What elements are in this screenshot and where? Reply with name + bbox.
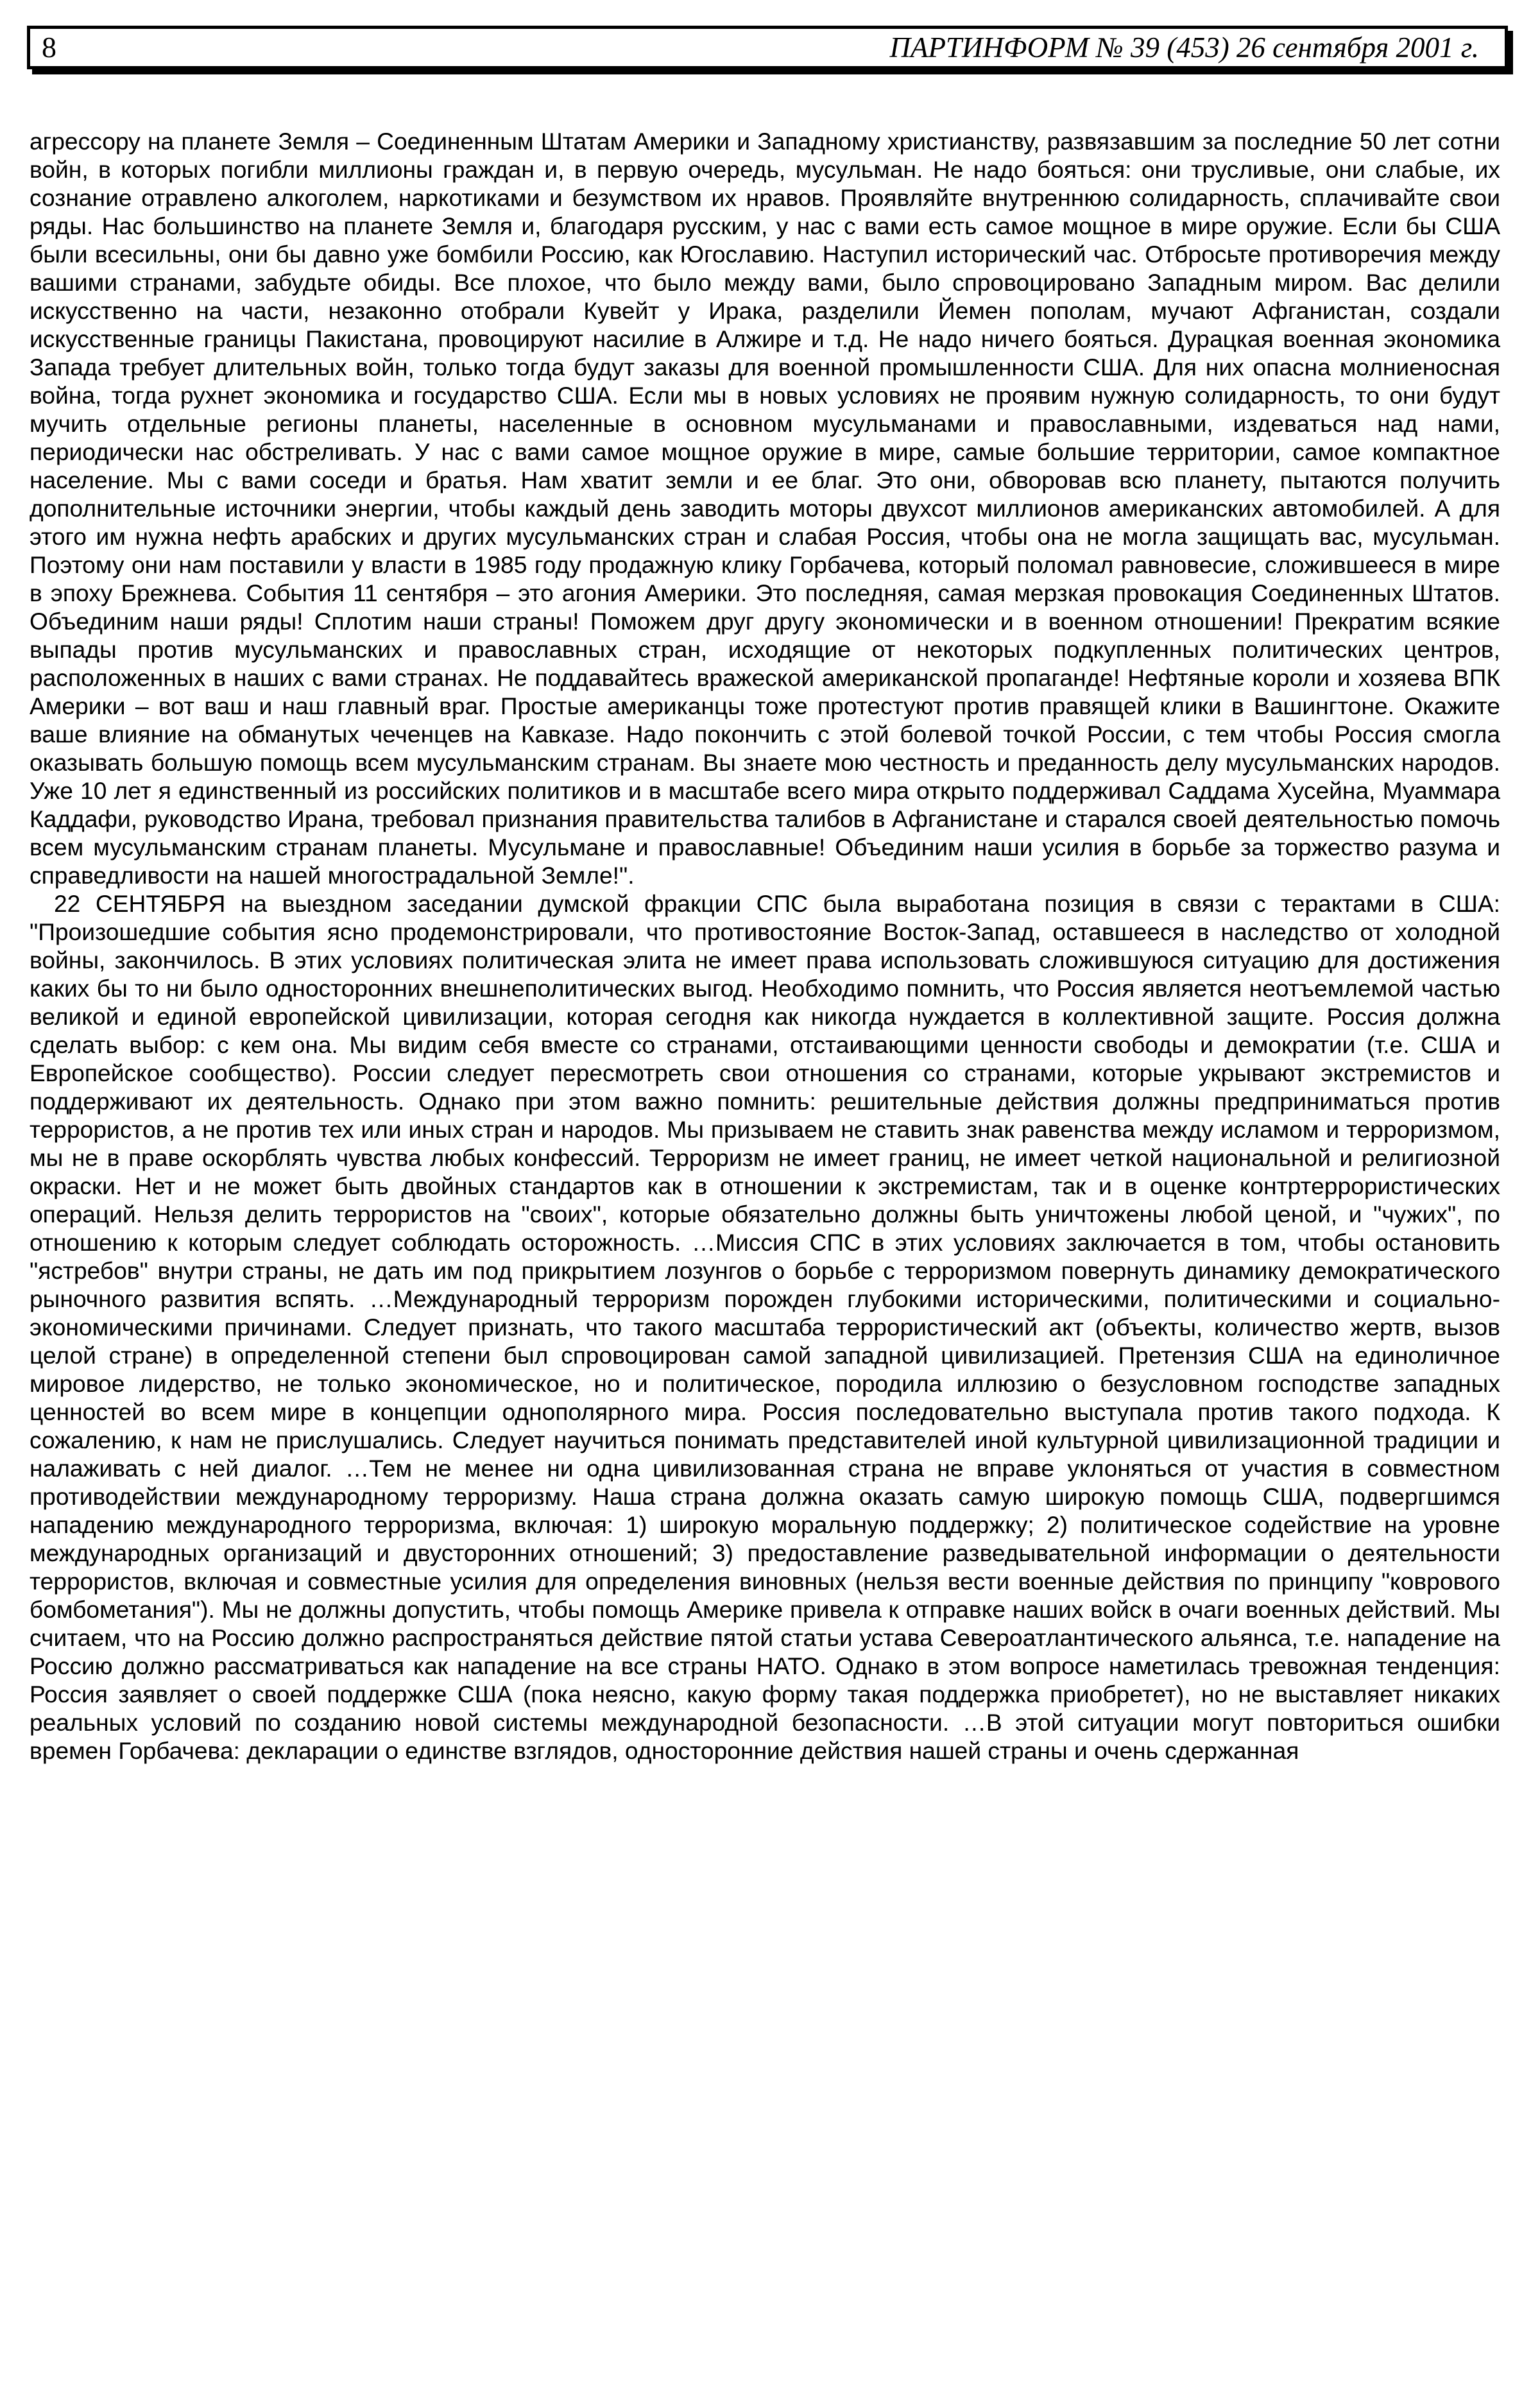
publication-info: ПАРТИНФОРМ № 39 (453) 26 сентября 2001 г.: [889, 31, 1479, 64]
article-paragraph-1: агрессору на планете Земля – Соединенным Штатам Америки и Западному христианству, развязавшим за последние 50 лет сотни войн, в которых погибли миллионы граждан и, в первую очередь, мусульман. Не надо бояться: они трусливые, они слабые, их сознание отравлено алкоголем, наркотиками и безумством их нравов. Проявляйте внутреннюю солидарность, сплачивайте свои ряды. Нас большинство на планете Земля и, благодаря русским, у нас с вами есть самое мощное в мире оружие. Если бы США были всесильны, они бы давно уже бомбили Россию, как Югославию. Наступил исторический час. Отбросьте противоречия между вашими странами, забудьте обиды. Все плохое, что было между вами, было спровоцировано Западным миром. Вас делили искусственно на части, незаконно отобрали Кувейт у Ирака, разделили Йемен пополам, мучают Афганистан, создали искусственные границы Пакистана, провоцируют насилие в Алжире и т.д. Не надо ничего бояться. Дурацкая военная экономика Запада требует длительных войн, только тогда будут заказы для военной промышленности США. Для них опасна молниеносная война, тогда рухнет экономика и государство США. Если мы в новых условиях не проявим нужную солидарность, то они будут мучить отдельные регионы планеты, населенные в основном мусульманами и православными, издеваться над нами, периодически нас обстреливать. У нас с вами самое мощное оружие в мире, самые большие территории, самое компактное население. Мы с вами соседи и братья. Нам хватит земли и ее благ. Это они, обворовав всю планету, пытаются получить дополнительные источники энергии, чтобы каждый день заводить моторы двухсот миллионов американских автомобилей. А для этого им нужна нефть арабских и других мусульманских стран и слабая Россия, чтобы она не могла защищать вас, мусульман. Поэтому они нам поставили у власти в 1985 году продажную клику Горбачева, который поломал равновесие, сложившееся в мире в эпоху Брежнева. События 11 сентября – это агония Америки. Это последняя, самая мерзкая провокация Соединенных Штатов. Объединим наши ряды! Сплотим наши страны! Поможем друг другу экономически и в военном отношении! Прекратим всякие выпады против мусульманских и православных стран, исходящие от некоторых подкупленных политических центров, расположенных в наших с вами странах. Не поддавайтесь вражеской американской пропаганде! Нефтяные короли и хозяева ВПК Америки – вот ваш и наш главный враг. Простые американцы тоже протестуют против правящей клики в Вашингтоне. Окажите ваше влияние на обманутых чеченцев на Кавказе. Надо покончить с этой болевой точкой России, с тем чтобы Россия смогла оказывать большую помощь всем мусульманским странам. Вы знаете мою честность и преданность делу мусульманских народов. Уже 10 лет я единственный из российских политиков и в масштабе всего мира открыто поддерживал Саддама Хусейна, Муаммара Каддафи, руководство Ирана, требовал признания правительства талибов в Афганистане и старался своей деятельностью помочь всем мусульманским странам планеты. Мусульмане и православные! Объединим наши усилия в борьбе за торжество разума и справедливости на нашей многострадальной Земле!".: [30, 128, 1500, 889]
article-body: [30, 127, 1500, 1765]
article-paragraph-2: 22 СЕНТЯБРЯ на выездном заседании думской фракции СПС была выработана позиция в связи с терактами в США: "Произошедшие события ясно продемонстрировали, что противостояние Восток-Запад, оставшееся в наследство от холодной войны, закончилось. В этих условиях политическая элита не имеет права использовать сложившуюся ситуацию для достижения каких бы то ни было односторонних внешнеполитических выгод. Необходимо помнить, что Россия является неотъемлемой частью великой и единой европейской цивилизации, которая сегодня как никогда нуждается в коллективной защите. Россия должна сделать выбор: с кем она. Мы видим себя вместе со странами, отстаивающими ценности свободы и демократии (т.е. США и Европейское сообщество). России следует пересмотреть свои отношения со странами, которые укрывают экстремистов и поддерживают их деятельность. Однако при этом важно помнить: решительные действия должны предприниматься против террористов, а не против тех или иных стран и народов. Мы призываем не ставить знак равенства между исламом и терроризмом, мы не в праве оскорблять чувства любых конфессий. Терроризм не имеет границ, не имеет четкой национальной и религиозной окраски. Нет и не может быть двойных стандартов как в отношении к экстремистам, так и в оценке контртеррористических операций. Нельзя делить террористов на "своих", которые обязательно должны быть уничтожены любой ценой, и "чужих", по отношению к которым следует соблюдать осторожность. …Миссия СПС в этих условиях заключается в том, чтобы остановить "ястребов" внутри страны, не дать им под прикрытием лозунгов о борьбе с терроризмом повернуть динамику демократического рыночного развития вспять. …Международный терроризм порожден глубокими историческими, политическими и социально-экономическими причинами. Следует признать, что такого масштаба террористический акт (объекты, количество жертв, вызов целой стране) в определенной степени был спровоцирован самой западной цивилизацией. Претензия США на единоличное мировое лидерство, не только экономическое, но и политическое, породила иллюзию о безусловном господстве западных ценностей во всем мире в концепции однополярного мира. Россия последовательно выступала против такого подхода. К сожалению, к нам не прислушались. Следует научиться понимать представителей иной культурной цивилизационной традиции и налаживать с ней диалог. …Тем не менее ни одна цивилизованная страна не вправе уклоняться от участия в совместном противодействии международному терроризму. Наша страна должна оказать самую широкую помощь США, подвергшимся нападению международного терроризма, включая: 1) широкую моральную поддержку; 2) политическое содействие на уровне международных организаций и двусторонних отношений; 3) предоставление разведывательной информации о деятельности террористов, включая и совместные усилия для определения виновных (нельзя вести военные действия по принципу "коврового бомбометания"). Мы не должны допустить, чтобы помощь Америке привела к отправке наших войск в очаги военных действий. Мы считаем, что на Россию должно распространяться действие пятой статьи устава Североатлантического альянса, т.е. нападение на Россию должно рассматриваться как нападение на все страны НАТО. Однако в этом вопросе наметилась тревожная тенденция: Россия заявляет о своей поддержке США (пока неясно, какую форму такая поддержка приобретет), но не выставляет никаких реальных условий по созданию новой системы международной безопасности. …В этой ситуации могут повториться ошибки времен Горбачева: декларации о единстве взглядов, односторонние действия нашей страны и очень сдержанная: [30, 890, 1500, 1764]
page-number: 8: [42, 31, 56, 64]
page-header: [27, 26, 1508, 69]
